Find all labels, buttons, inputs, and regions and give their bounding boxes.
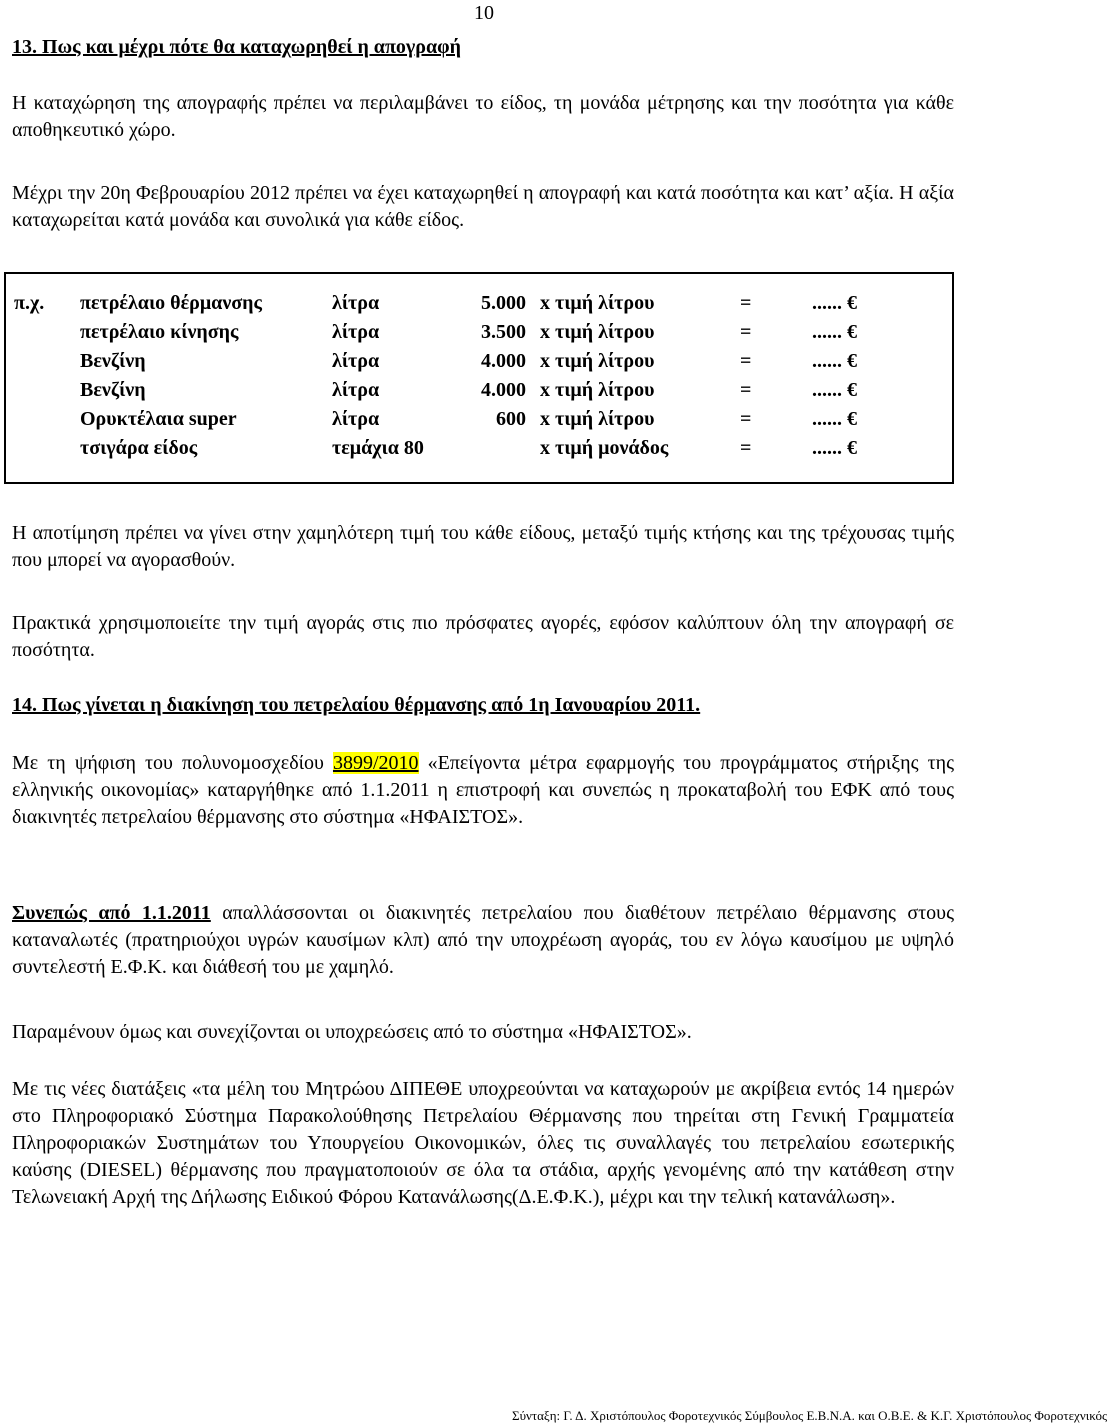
example-item: Βενζίνη: [80, 350, 146, 372]
page-number: 10: [474, 2, 494, 24]
example-unit: τεμάχια 80: [332, 437, 424, 459]
example-result: ...... €: [812, 408, 857, 430]
example-unit: λίτρα: [332, 379, 380, 401]
paragraph-new-provisions: Με τις νέες διατάξεις «τα μέλη του Μητρώου ΔΙΠΕΘΕ υποχρεούνται να καταχωρούν με ακρίβεια εντός 14 ημερών στο Πληροφοριακό Σύστημα Παρακολούθησης Πετρελαίου Θέρμανσης που τηρείται στη Γενική Γραμματεία Πληροφοριακών Συστημάτων του Υπουργείου Οικονομικών, όλες τις συναλλαγές του πετρελαίου εσωτερικής καύσης (DIESEL) θέρμανσης που πραγματοποιούν σε όλα τα στάδια, αρχής γενομένης από την κατάθεση στην Τελωνειακή Αρχή της Δήλωσης Ειδικού Φόρου Κατανάλωσης(Δ.Ε.Φ.Κ.), μέχρι και την τελική κατανάλωση».: [12, 1078, 954, 1208]
example-box: [4, 272, 954, 484]
example-result: ...... €: [812, 292, 857, 314]
exemption-lead: Συνεπώς από 1.1.2011: [12, 902, 211, 924]
example-item: Βενζίνη: [80, 379, 146, 401]
example-unit: λίτρα: [332, 408, 380, 430]
paragraph-valuation: Η αποτίμηση πρέπει να γίνει στην χαμηλότερη τιμή του κάθε είδους, μεταξύ τιμής κτήσης και της τρέχουσας τιμής που μπορεί να αγορασθούν.: [12, 522, 954, 571]
example-calc: x τιμή λίτρου: [540, 379, 655, 401]
example-qty: 600: [496, 408, 526, 430]
section-14-title: 14. Πως γίνεται η διακίνηση του πετρελαίου θέρμανσης από 1η Ιανουαρίου 2011.: [12, 694, 701, 716]
section-13-title: 13. Πως και μέχρι πότε θα καταχωρηθεί η απογραφή: [12, 36, 461, 58]
example-qty: 3.500: [481, 321, 526, 343]
example-prefix: π.χ.: [14, 292, 45, 314]
example-item: τσιγάρα είδος: [80, 437, 198, 459]
example-qty: 4.000: [481, 350, 526, 372]
paragraph-purchase-price: Πρακτικά χρησιμοποιείτε την τιμή αγοράς στις πιο πρόσφατες αγορές, εφόσον καλύπτουν όλη την απογραφή σε ποσότητα.: [12, 612, 954, 661]
example-item: πετρέλαιο θέρμανσης: [80, 292, 262, 314]
law-number-link[interactable]: 3899/2010: [332, 752, 419, 774]
example-result: ...... €: [812, 321, 857, 343]
footer-author: Σύνταξη: Γ. Δ. Χριστόπουλος Φοροτεχνικός Σύμβουλος Ε.Β.Ν.Α. και Ο.Β.Ε. & Κ.Γ. Χριστόπουλος Φοροτεχνικός: [512, 1408, 1107, 1423]
example-unit: λίτρα: [332, 321, 380, 343]
example-item: Ορυκτέλαια super: [80, 408, 237, 430]
exemption-text: απαλλάσσονται οι διακινητές πετρελαίου που διαθέτουν πετρέλαιο θέρμανσης στους καταναλωτές (πρατηριούχοι υγρών καυσίμων κλπ) από την υποχρέωση αγοράς, του εν λόγω καυσίμου με υψηλό συντελεστή Ε.Φ.Κ. και διάθεσή του με χαμηλό.: [12, 902, 955, 978]
law-text-a: Με τη ψήφιση του πολυνομοσχεδίου: [12, 752, 333, 774]
example-qty: 4.000: [481, 379, 526, 401]
example-eq: =: [740, 350, 752, 372]
example-item: πετρέλαιο κίνησης: [80, 321, 239, 343]
example-eq: =: [740, 292, 752, 314]
example-eq: =: [740, 408, 752, 430]
example-eq: =: [740, 321, 752, 343]
paragraph-law: [12, 750, 954, 831]
example-result: ...... €: [812, 437, 857, 459]
example-eq: =: [740, 379, 752, 401]
example-calc: x τιμή λίτρου: [540, 350, 655, 372]
example-unit: λίτρα: [332, 350, 380, 372]
paragraph-obligations: Παραμένουν όμως και συνεχίζονται οι υποχρεώσεις από το σύστημα «ΗΦΑΙΣΤΟΣ».: [12, 1021, 692, 1043]
paragraph-deadline: Μέχρι την 20η Φεβρουαρίου 2012 πρέπει να έχει καταχωρηθεί η απογραφή και κατά ποσότητα και κατ’ αξία. Η αξία καταχωρείται κατά μονάδα και συνολικά για κάθε είδος.: [12, 182, 954, 231]
example-calc: x τιμή λίτρου: [540, 408, 655, 430]
example-unit: λίτρα: [332, 292, 380, 314]
example-calc: x τιμή μονάδος: [540, 437, 669, 459]
example-eq: =: [740, 437, 752, 459]
law-text-b: «Επείγοντα μέτρα εφαρμογής του προγράμματος στήριξης της ελληνικής οικονομίας» καταργήθηκε από 1.1.2011 η επιστροφή και συνεπώς η προκαταβολή του ΕΦΚ από τους διακινητές πετρελαίου θέρμανσης στο σύστημα «ΗΦΑΙΣΤΟΣ».: [12, 752, 954, 828]
paragraph-inventory-registration: Η καταχώρηση της απογραφής πρέπει να περιλαμβάνει το είδος, τη μονάδα μέτρησης και την ποσότητα για κάθε αποθηκευτικό χώρο.: [12, 92, 954, 141]
example-result: ...... €: [812, 379, 857, 401]
example-calc: x τιμή λίτρου: [540, 321, 655, 343]
example-calc: x τιμή λίτρου: [540, 292, 655, 314]
paragraph-exemption: [12, 900, 954, 981]
example-result: ...... €: [812, 350, 857, 372]
example-qty: 5.000: [481, 292, 526, 314]
